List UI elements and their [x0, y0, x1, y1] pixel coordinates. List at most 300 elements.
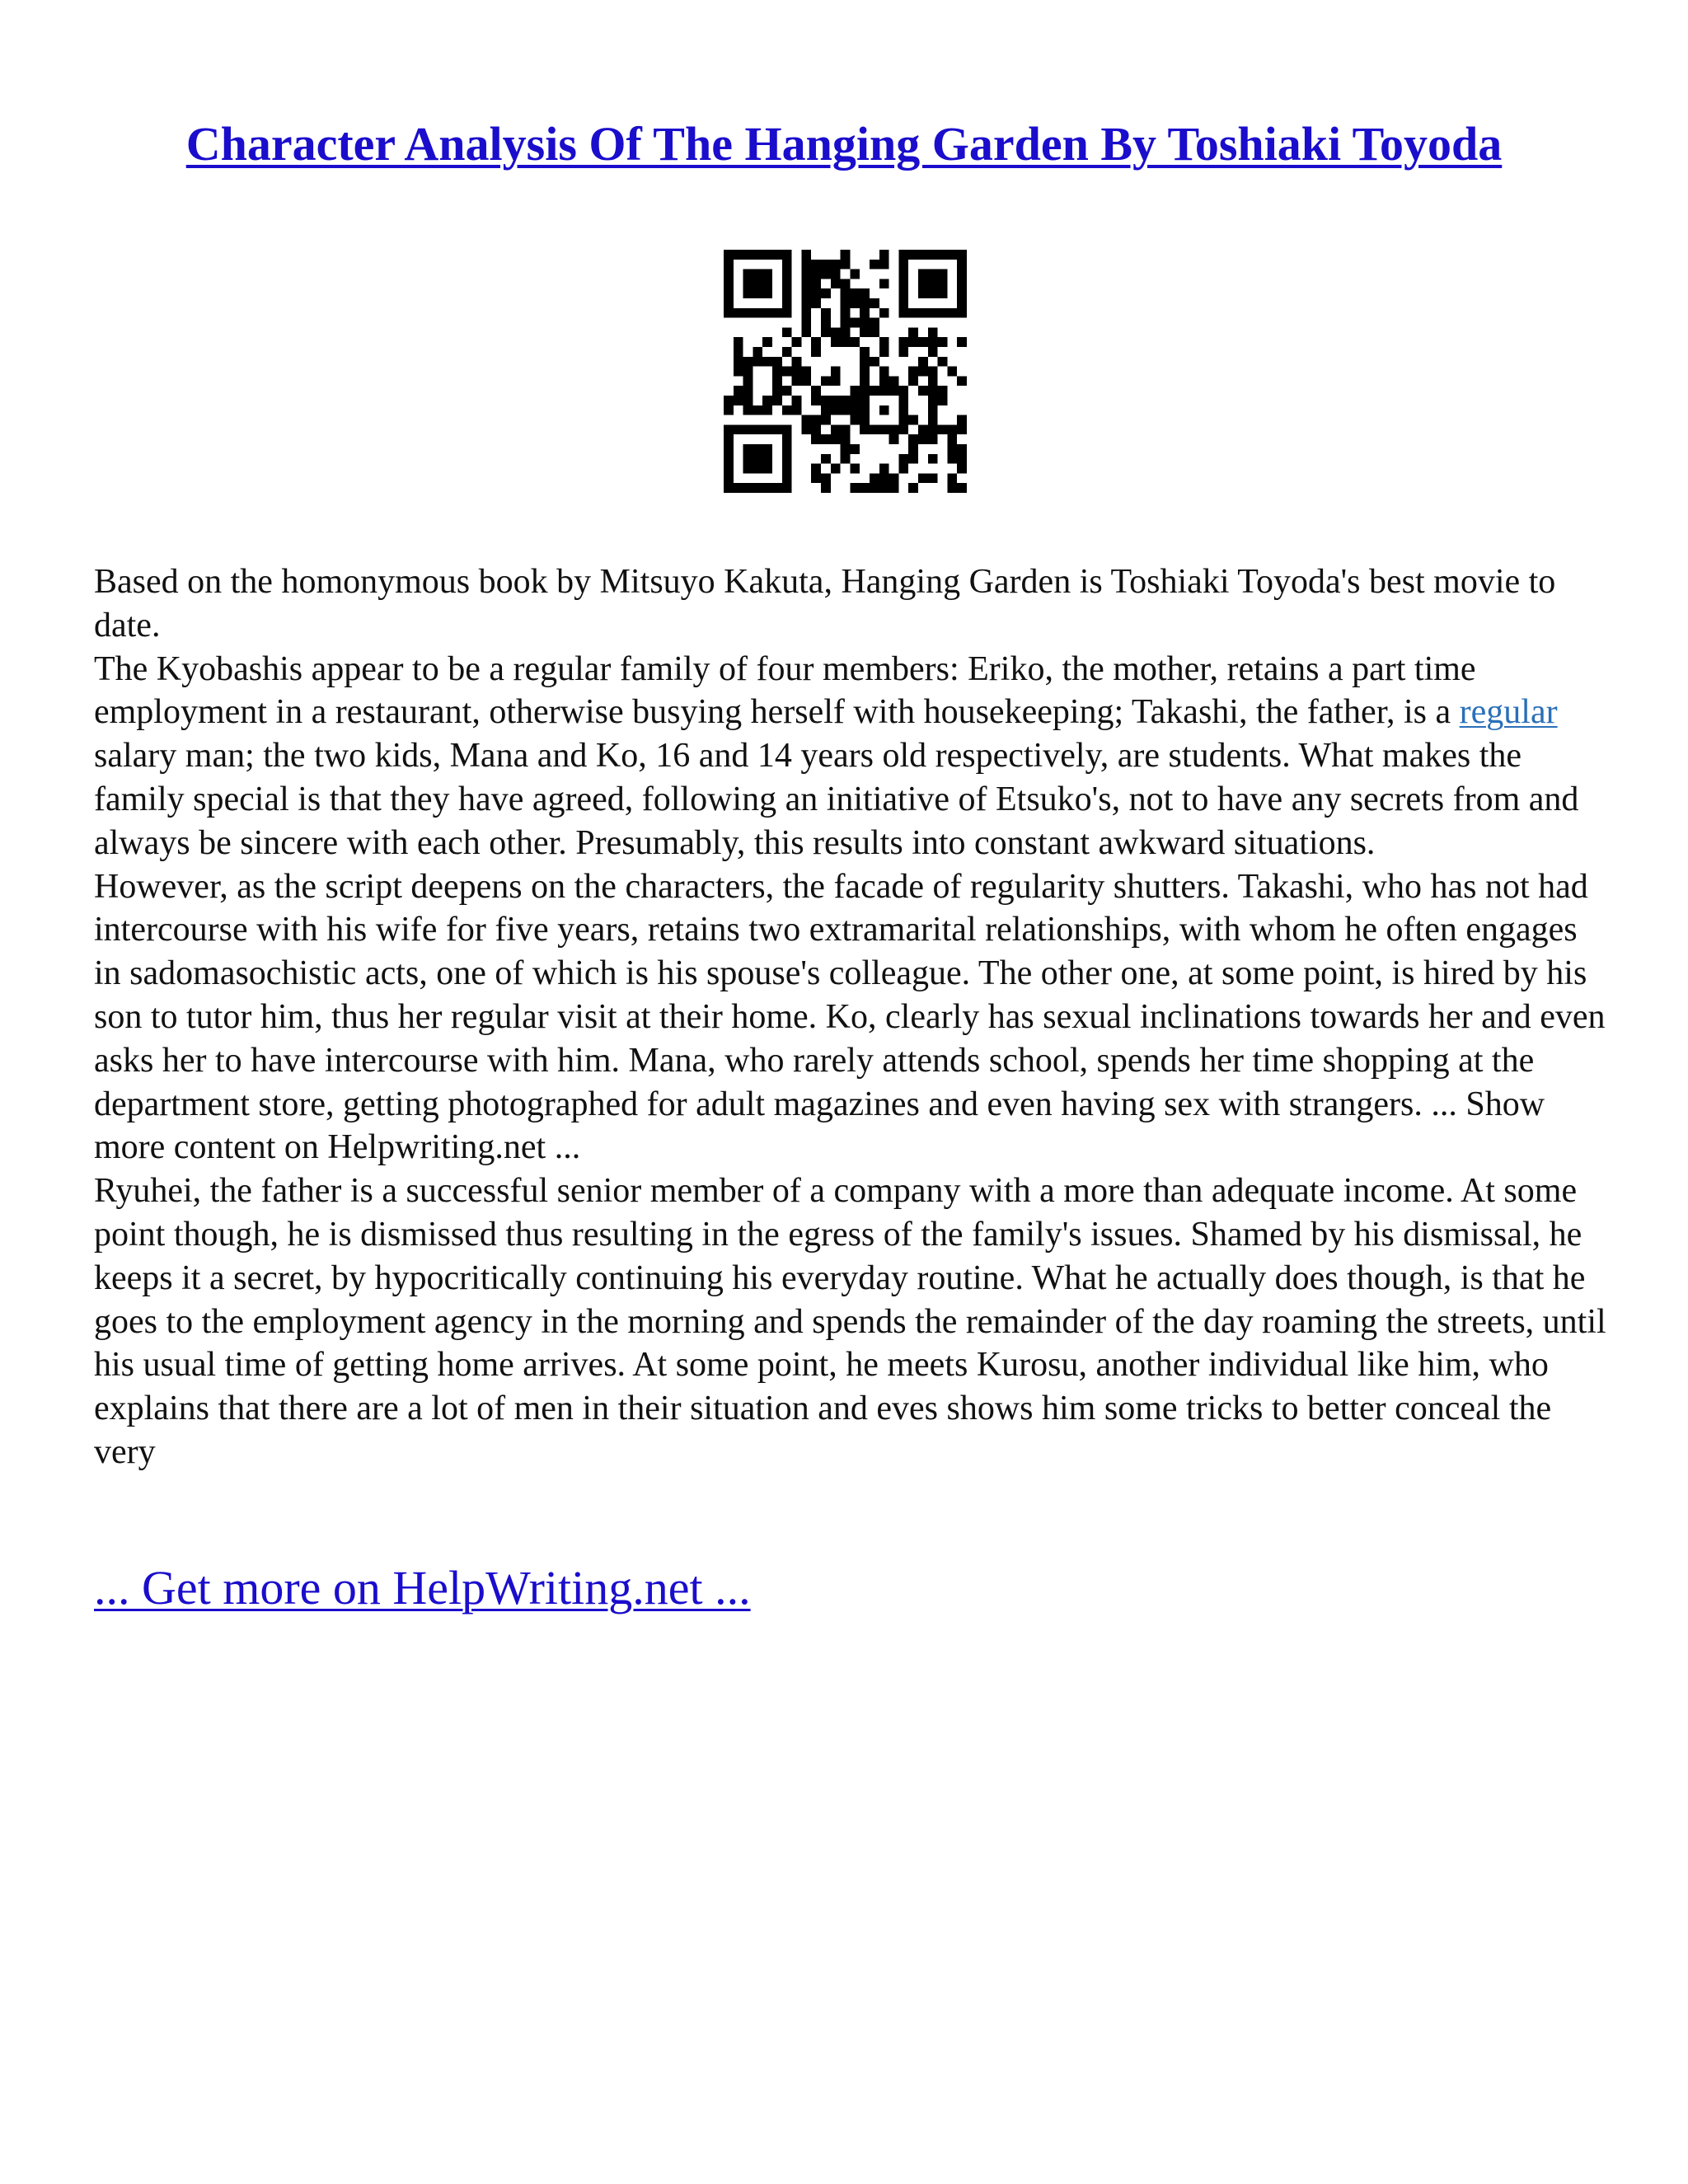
qr-module	[831, 464, 841, 474]
qr-module	[743, 405, 753, 415]
qr-module	[898, 424, 908, 434]
qr-module	[928, 308, 938, 318]
qr-module	[957, 269, 967, 279]
qr-module	[898, 347, 908, 357]
qr-module	[898, 260, 908, 269]
qr-module	[918, 424, 928, 434]
qr-module	[811, 298, 821, 308]
qr-module	[753, 269, 762, 279]
qr-module	[889, 424, 899, 434]
qr-module	[860, 405, 870, 415]
qr-module	[821, 454, 831, 464]
qr-module	[782, 279, 792, 288]
qr-module	[821, 376, 831, 386]
qr-module	[938, 357, 948, 367]
qr-module	[918, 386, 928, 396]
qr-module	[743, 288, 753, 298]
qr-module	[860, 357, 870, 367]
qr-module	[821, 405, 831, 415]
qr-module	[898, 308, 908, 318]
qr-module	[811, 473, 821, 483]
qr-module	[724, 298, 734, 308]
qr-module	[898, 279, 908, 288]
qr-module	[801, 308, 811, 318]
qr-module	[908, 250, 918, 260]
qr-module	[957, 279, 967, 288]
qr-module	[724, 424, 734, 434]
qr-module	[734, 337, 743, 347]
qr-module	[860, 367, 870, 377]
qr-module	[957, 454, 967, 464]
qr-module	[841, 250, 851, 260]
qr-module	[898, 337, 908, 347]
qr-module	[879, 308, 889, 318]
qr-module	[782, 454, 792, 464]
qr-module	[753, 405, 762, 415]
qr-module	[841, 424, 851, 434]
qr-module	[938, 396, 948, 405]
qr-module	[879, 483, 889, 493]
qr-module	[821, 434, 831, 444]
qr-module	[724, 483, 734, 493]
qr-module	[811, 347, 821, 357]
qr-module	[928, 424, 938, 434]
qr-module	[898, 454, 908, 464]
qr-module	[743, 308, 753, 318]
qr-module	[918, 288, 928, 298]
qr-module	[821, 260, 831, 269]
qr-module	[772, 367, 782, 377]
qr-module	[889, 386, 899, 396]
qr-module	[918, 250, 928, 260]
qr-module	[898, 269, 908, 279]
qr-module	[860, 483, 870, 493]
paragraph-family-text-start: The Kyobashis appear to be a regular family of four members: Eriko, the mother, retains a part time employment in a restaurant, otherwise busying herself with housekeeping; Takashi, the father, is a	[94, 649, 1476, 732]
qr-module	[928, 396, 938, 405]
qr-module	[762, 337, 772, 347]
qr-module	[782, 444, 792, 454]
qr-module	[724, 288, 734, 298]
qr-module	[879, 347, 889, 357]
qr-module	[801, 415, 811, 425]
qr-module	[889, 376, 899, 386]
qr-module	[957, 376, 967, 386]
get-more-container	[94, 1559, 751, 1617]
qr-module	[841, 279, 851, 288]
qr-module	[870, 298, 879, 308]
qr-module	[938, 269, 948, 279]
qr-module	[782, 473, 792, 483]
qr-module	[908, 376, 918, 386]
qr-module	[753, 424, 762, 434]
qr-module	[850, 396, 860, 405]
qr-module	[772, 483, 782, 493]
qr-module	[821, 415, 831, 425]
qr-module	[908, 444, 918, 454]
qr-module	[743, 386, 753, 396]
qr-module	[908, 415, 918, 425]
qr-module	[928, 454, 938, 464]
qr-module	[821, 327, 831, 337]
qr-module	[762, 279, 772, 288]
qr-module	[928, 434, 938, 444]
qr-module	[831, 376, 841, 386]
qr-module	[801, 327, 811, 337]
qr-module	[801, 260, 811, 269]
qr-module	[860, 415, 870, 425]
qr-module	[743, 396, 753, 405]
qr-module	[734, 386, 743, 396]
qr-module	[928, 288, 938, 298]
qr-module	[772, 424, 782, 434]
qr-module	[734, 308, 743, 318]
qr-module	[801, 288, 811, 298]
qr-module	[947, 444, 957, 454]
qr-module	[821, 483, 831, 493]
article-body	[94, 560, 1611, 1474]
qr-module	[841, 260, 851, 269]
qr-module	[821, 473, 831, 483]
qr-module	[860, 386, 870, 396]
qr-module	[841, 308, 851, 318]
qr-module	[772, 357, 782, 367]
qr-module	[743, 367, 753, 377]
regular-link[interactable]: regular	[1459, 693, 1558, 732]
qr-module	[928, 279, 938, 288]
qr-module	[792, 396, 802, 405]
qr-module	[918, 473, 928, 483]
qr-module	[879, 464, 889, 474]
paragraph-family	[94, 648, 1611, 865]
qr-module	[762, 405, 772, 415]
qr-module	[801, 298, 811, 308]
page-title	[0, 115, 1688, 173]
qr-module	[743, 454, 753, 464]
qr-module	[762, 288, 772, 298]
qr-module	[743, 424, 753, 434]
qr-module	[831, 327, 841, 337]
qr-module	[947, 473, 957, 483]
qr-module	[782, 308, 792, 318]
qr-module	[841, 327, 851, 337]
qr-module	[908, 337, 918, 347]
qr-module	[947, 250, 957, 260]
qr-module	[918, 434, 928, 444]
qr-module	[908, 483, 918, 493]
qr-module	[938, 308, 948, 318]
qr-module	[957, 464, 967, 474]
qr-module	[860, 396, 870, 405]
qr-module	[850, 337, 860, 347]
qr-module	[898, 298, 908, 308]
qr-module	[743, 444, 753, 454]
qr-module	[734, 250, 743, 260]
qr-module	[801, 279, 811, 288]
qr-module	[782, 464, 792, 474]
qr-module	[957, 483, 967, 493]
qr-module	[850, 415, 860, 425]
qr-module	[724, 250, 734, 260]
qr-module	[928, 347, 938, 357]
qr-module	[831, 367, 841, 377]
qr-module	[753, 347, 762, 357]
qr-module	[811, 464, 821, 474]
qr-module	[821, 308, 831, 318]
qr-module	[734, 483, 743, 493]
qr-module	[957, 424, 967, 434]
qr-module	[734, 347, 743, 357]
qr-module	[870, 260, 879, 269]
qr-module	[724, 269, 734, 279]
paragraph-ryuhei: Ryuhei, the father is a successful senior member of a company with a more than adequate income. At some point though, he is dismissed thus resulting in the egress of the family's issues. Shamed by his dismissal, he keeps it a secret, by hypocritically continuing his everyday routine. What he actually does though, is that he goes to the employment agency in the morning and spends the remainder of the day roaming the streets, until his usual time of getting home arrives. At some point, he meets Kurosu, another individual like him, who explains that there are a lot of men in their situation and eves shows him some tricks to better conceal the very	[94, 1172, 1606, 1471]
qr-module	[811, 269, 821, 279]
paragraph-intro: Based on the homonymous book by Mitsuyo Kakuta, Hanging Garden is Toshiaki Toyoda's best movie to date.	[94, 563, 1556, 644]
qr-module	[724, 405, 734, 415]
qr-module	[724, 396, 734, 405]
qr-module	[811, 260, 821, 269]
qr-module	[811, 434, 821, 444]
qr-module	[947, 483, 957, 493]
qr-module	[850, 444, 860, 454]
qr-module	[811, 415, 821, 425]
qr-module	[898, 386, 908, 396]
qr-module	[841, 434, 851, 444]
qr-module	[957, 308, 967, 318]
qr-module	[947, 367, 957, 377]
qr-module	[850, 318, 860, 328]
title-link[interactable]: Character Analysis Of The Hanging Garden By Toshiaki Toyoda	[185, 117, 1503, 171]
qr-module	[811, 386, 821, 396]
qr-module	[860, 424, 870, 434]
qr-module	[782, 424, 792, 434]
qr-module	[782, 367, 792, 377]
qr-module	[870, 483, 879, 493]
qr-module	[782, 260, 792, 269]
qr-module	[762, 424, 772, 434]
qr-module	[879, 386, 889, 396]
qr-module	[831, 405, 841, 415]
qr-module	[850, 386, 860, 396]
qr-module	[782, 434, 792, 444]
qr-module	[898, 250, 908, 260]
qr-module	[734, 396, 743, 405]
qr-module	[957, 337, 967, 347]
qr-module	[782, 269, 792, 279]
qr-module	[918, 308, 928, 318]
qr-module	[841, 318, 851, 328]
qr-module	[928, 367, 938, 377]
qr-module	[918, 279, 928, 288]
qr-module	[908, 308, 918, 318]
qr-module	[870, 318, 879, 328]
qr-module	[898, 405, 908, 415]
qr-module	[870, 357, 879, 367]
qr-module	[792, 376, 802, 386]
qr-module	[957, 444, 967, 454]
qr-module	[889, 483, 899, 493]
qr-module	[743, 376, 753, 386]
qr-module	[957, 260, 967, 269]
qr-module	[772, 308, 782, 318]
qr-module	[841, 396, 851, 405]
qr-module	[753, 483, 762, 493]
qr-module	[831, 434, 841, 444]
qr-module	[792, 357, 802, 367]
qr-module	[753, 308, 762, 318]
qr-code-icon	[724, 250, 967, 493]
qr-module	[850, 298, 860, 308]
qr-module	[782, 386, 792, 396]
qr-module	[743, 483, 753, 493]
qr-module	[792, 337, 802, 347]
paragraph-characters: However, as the script deepens on the characters, the facade of regularity shutters. Takashi, who has not had intercourse with his wife for five years, retains two extramarital relationships, with whom he often engages in sadomasochistic acts, one of which is his spouse's colleague. The other one, at some point, is hired by his son to tutor him, thus her regular visit at their home. Ko, clearly has sexual inclinations towards her and even asks her to have intercourse with him. Mana, who rarely attends school, spends her time shopping at the department store, getting photographed for adult magazines and even having sex with strangers. ... Show more content on Helpwriting.net ...	[94, 867, 1606, 1167]
paragraph-family-text-end: salary man; the two kids, Mana and Ko, 16 and 14 years old respectively, are students. What makes the family special is that they have agreed, following an initiative of Etsuko's, not to have any secrets from and always be sincere with each other. Presumably, this results into constant awkward situations.	[94, 737, 1579, 862]
qr-module	[938, 424, 948, 434]
qr-module	[762, 308, 772, 318]
qr-module	[908, 367, 918, 377]
qr-module	[957, 298, 967, 308]
qr-module	[938, 288, 948, 298]
qr-module	[734, 357, 743, 367]
qr-module	[841, 444, 851, 454]
qr-module	[898, 464, 908, 474]
qr-module	[879, 279, 889, 288]
qr-module	[928, 376, 938, 386]
qr-module	[821, 269, 831, 279]
qr-module	[801, 367, 811, 377]
qr-module	[947, 434, 957, 444]
qr-module	[889, 434, 899, 444]
qr-module	[811, 279, 821, 288]
qr-module	[772, 396, 782, 405]
qr-module	[724, 473, 734, 483]
qr-module	[860, 347, 870, 357]
qr-module	[898, 415, 908, 425]
qr-module	[772, 376, 782, 386]
qr-module	[889, 473, 899, 483]
qr-module	[821, 318, 831, 328]
qr-module	[879, 337, 889, 347]
qr-module	[831, 279, 841, 288]
qr-module	[724, 308, 734, 318]
qr-module	[762, 357, 772, 367]
qr-module	[918, 357, 928, 367]
qr-module	[753, 444, 762, 454]
qr-module	[850, 464, 860, 474]
qr-module	[841, 288, 851, 298]
qr-module	[821, 396, 831, 405]
qr-module	[762, 396, 772, 405]
qr-module	[743, 464, 753, 474]
qr-module	[811, 424, 821, 434]
qr-module	[860, 298, 870, 308]
qr-module	[811, 337, 821, 347]
qr-module	[898, 396, 908, 405]
qr-module	[938, 337, 948, 347]
qr-module	[753, 464, 762, 474]
qr-module	[782, 250, 792, 260]
qr-module	[762, 483, 772, 493]
qr-module	[870, 424, 879, 434]
qr-module	[762, 269, 772, 279]
qr-module	[831, 424, 841, 434]
qr-module	[801, 424, 811, 434]
qr-module	[928, 337, 938, 347]
qr-module	[957, 415, 967, 425]
qr-module	[782, 327, 792, 337]
qr-module	[938, 250, 948, 260]
qr-module	[831, 396, 841, 405]
qr-module	[908, 434, 918, 444]
qr-module	[918, 337, 928, 347]
qr-module	[879, 250, 889, 260]
qr-module	[782, 347, 792, 357]
qr-module	[753, 288, 762, 298]
qr-module	[879, 376, 889, 386]
qr-module	[841, 337, 851, 347]
qr-module	[860, 327, 870, 337]
qr-module	[928, 405, 938, 415]
qr-module	[762, 250, 772, 260]
qr-module	[801, 318, 811, 328]
qr-module	[801, 376, 811, 386]
qr-module	[821, 288, 831, 298]
qr-module	[957, 250, 967, 260]
qr-module	[908, 327, 918, 337]
qr-module	[772, 386, 782, 396]
qr-module	[762, 464, 772, 474]
qr-module	[724, 260, 734, 269]
qr-module	[792, 405, 802, 415]
qr-module	[870, 386, 879, 396]
qr-module	[928, 386, 938, 396]
qr-module	[850, 288, 860, 298]
qr-module	[947, 308, 957, 318]
qr-module	[743, 279, 753, 288]
qr-module	[850, 483, 860, 493]
qr-module	[801, 250, 811, 260]
qr-module	[850, 405, 860, 415]
qr-module	[724, 454, 734, 464]
qr-module	[928, 327, 938, 337]
qr-module	[782, 405, 792, 415]
qr-module	[831, 260, 841, 269]
qr-module	[879, 473, 889, 483]
qr-module	[724, 464, 734, 474]
qr-module	[782, 288, 792, 298]
qr-module	[879, 260, 889, 269]
qr-module	[947, 454, 957, 464]
qr-module	[734, 424, 743, 434]
get-more-link[interactable]: ... Get more on HelpWriting.net ...	[94, 1561, 751, 1615]
qr-module	[898, 288, 908, 298]
qr-module	[753, 454, 762, 464]
qr-module	[831, 337, 841, 347]
qr-module	[811, 396, 821, 405]
qr-module	[841, 298, 851, 308]
qr-module	[928, 250, 938, 260]
qr-module	[772, 250, 782, 260]
qr-module	[792, 367, 802, 377]
qr-module	[928, 415, 938, 425]
qr-module	[743, 250, 753, 260]
qr-module	[860, 318, 870, 328]
qr-module	[947, 424, 957, 434]
qr-module	[831, 269, 841, 279]
qr-module	[928, 269, 938, 279]
qr-module	[762, 444, 772, 454]
qr-module	[879, 424, 889, 434]
